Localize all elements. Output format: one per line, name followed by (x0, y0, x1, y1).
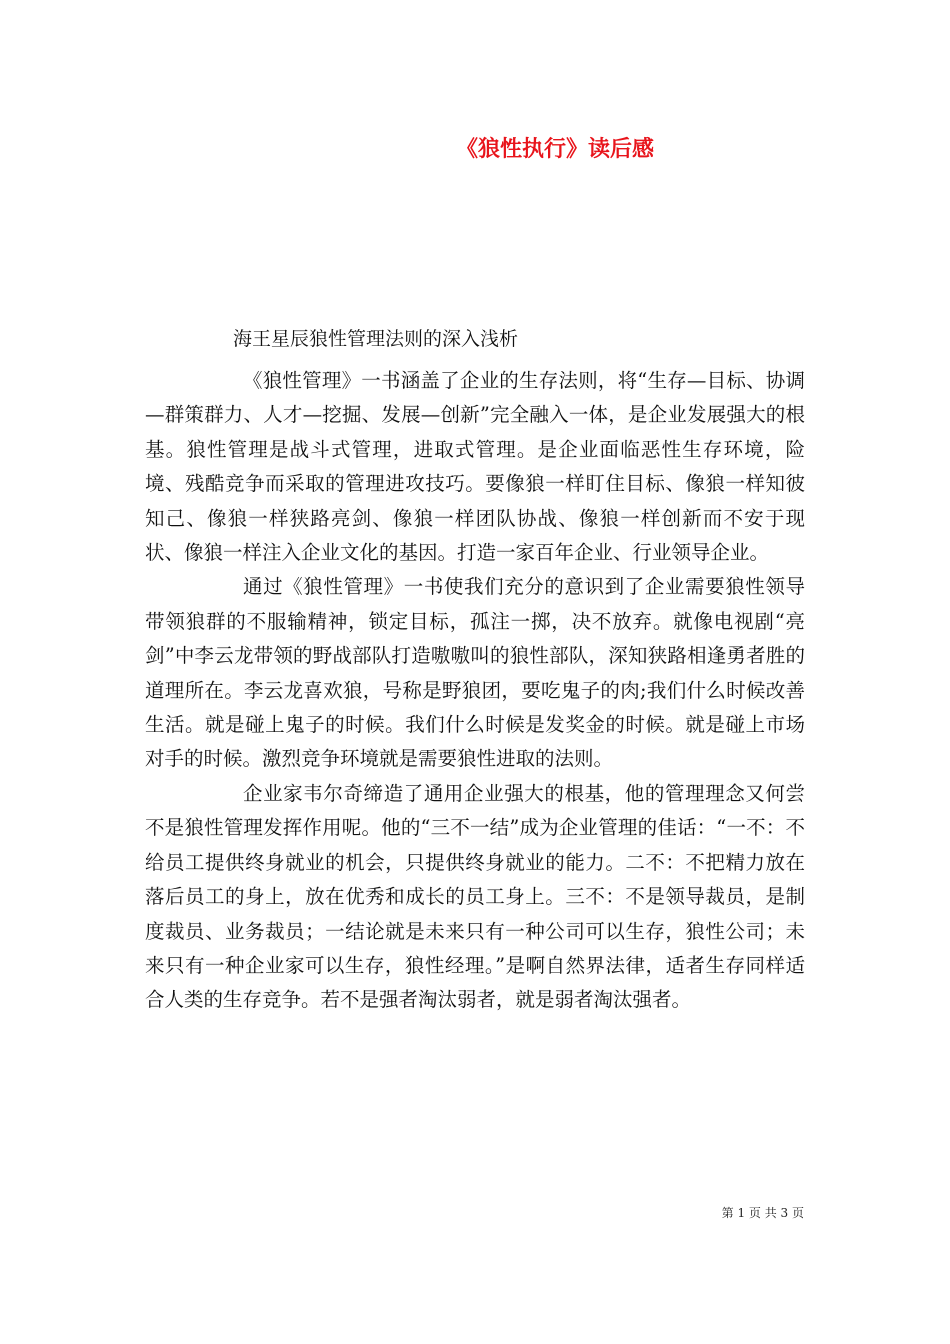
paragraph-1: 《狼性管理》一书涵盖了企业的生存法则，将“生存—目标、协调—群策群力、人才—挖掘、发展—创新”完全融入一体，是企业发展强大的根基。狼性管理是战斗式管理，进取式管理。是企业面临恶性生存环境，险境、残酷竞争而采取的管理进攻技巧。要像狼一样盯住目标、像狼一样知彼知己、像狼一样狭路亮剑、像狼一样团队协战、像狼一样创新而不安于现状、像狼一样注入企业文化的基因。打造一家百年企业、行业领导企业。 (145, 369, 805, 565)
document-title: 《狼性执行》读后感 (455, 136, 654, 162)
paragraph-2: 通过《狼性管理》一书使我们充分的意识到了企业需要狼性领导带领狼群的不服输精神，锁定目标，孤注一掷，决不放弃。就像电视剧“亮剑”中李云龙带领的野战部队打造嗷嗷叫的狼性部队，深知狭路相逢勇者胜的道理所在。李云龙喜欢狼，号称是野狼团，要吃鬼子的肉;我们什么时候改善生活。就是碰上鬼子的时候。我们什么时候是发奖金的时候。就是碰上市场对手的时候。激烈竞争环境就是需要狼性进取的法则。 (145, 575, 805, 771)
document-body (145, 364, 805, 1018)
paragraph-3: 企业家韦尔奇缔造了通用企业强大的根基，他的管理理念又何尝不是狼性管理发挥作用呢。他的“三不一结”成为企业管理的佳话：“一不：不给员工提供终身就业的机会，只提供终身就业的能力。二不：不把精力放在落后员工的身上，放在优秀和成长的员工身上。三不：不是领导裁员，是制度裁员、业务裁员；一结论就是未来只有一种公司可以生存，狼性公司；未来只有一种企业家可以生存，狼性经理。”是啊自然界法律，适者生存同样适合人类的生存竞争。若不是强者淘汰弱者，就是弱者淘汰强者。 (145, 781, 805, 1012)
page-number-footer: 第 1 页 共 3 页 (721, 1206, 804, 1220)
document-subtitle: 海王星辰狼性管理法则的深入浅析 (233, 328, 519, 350)
